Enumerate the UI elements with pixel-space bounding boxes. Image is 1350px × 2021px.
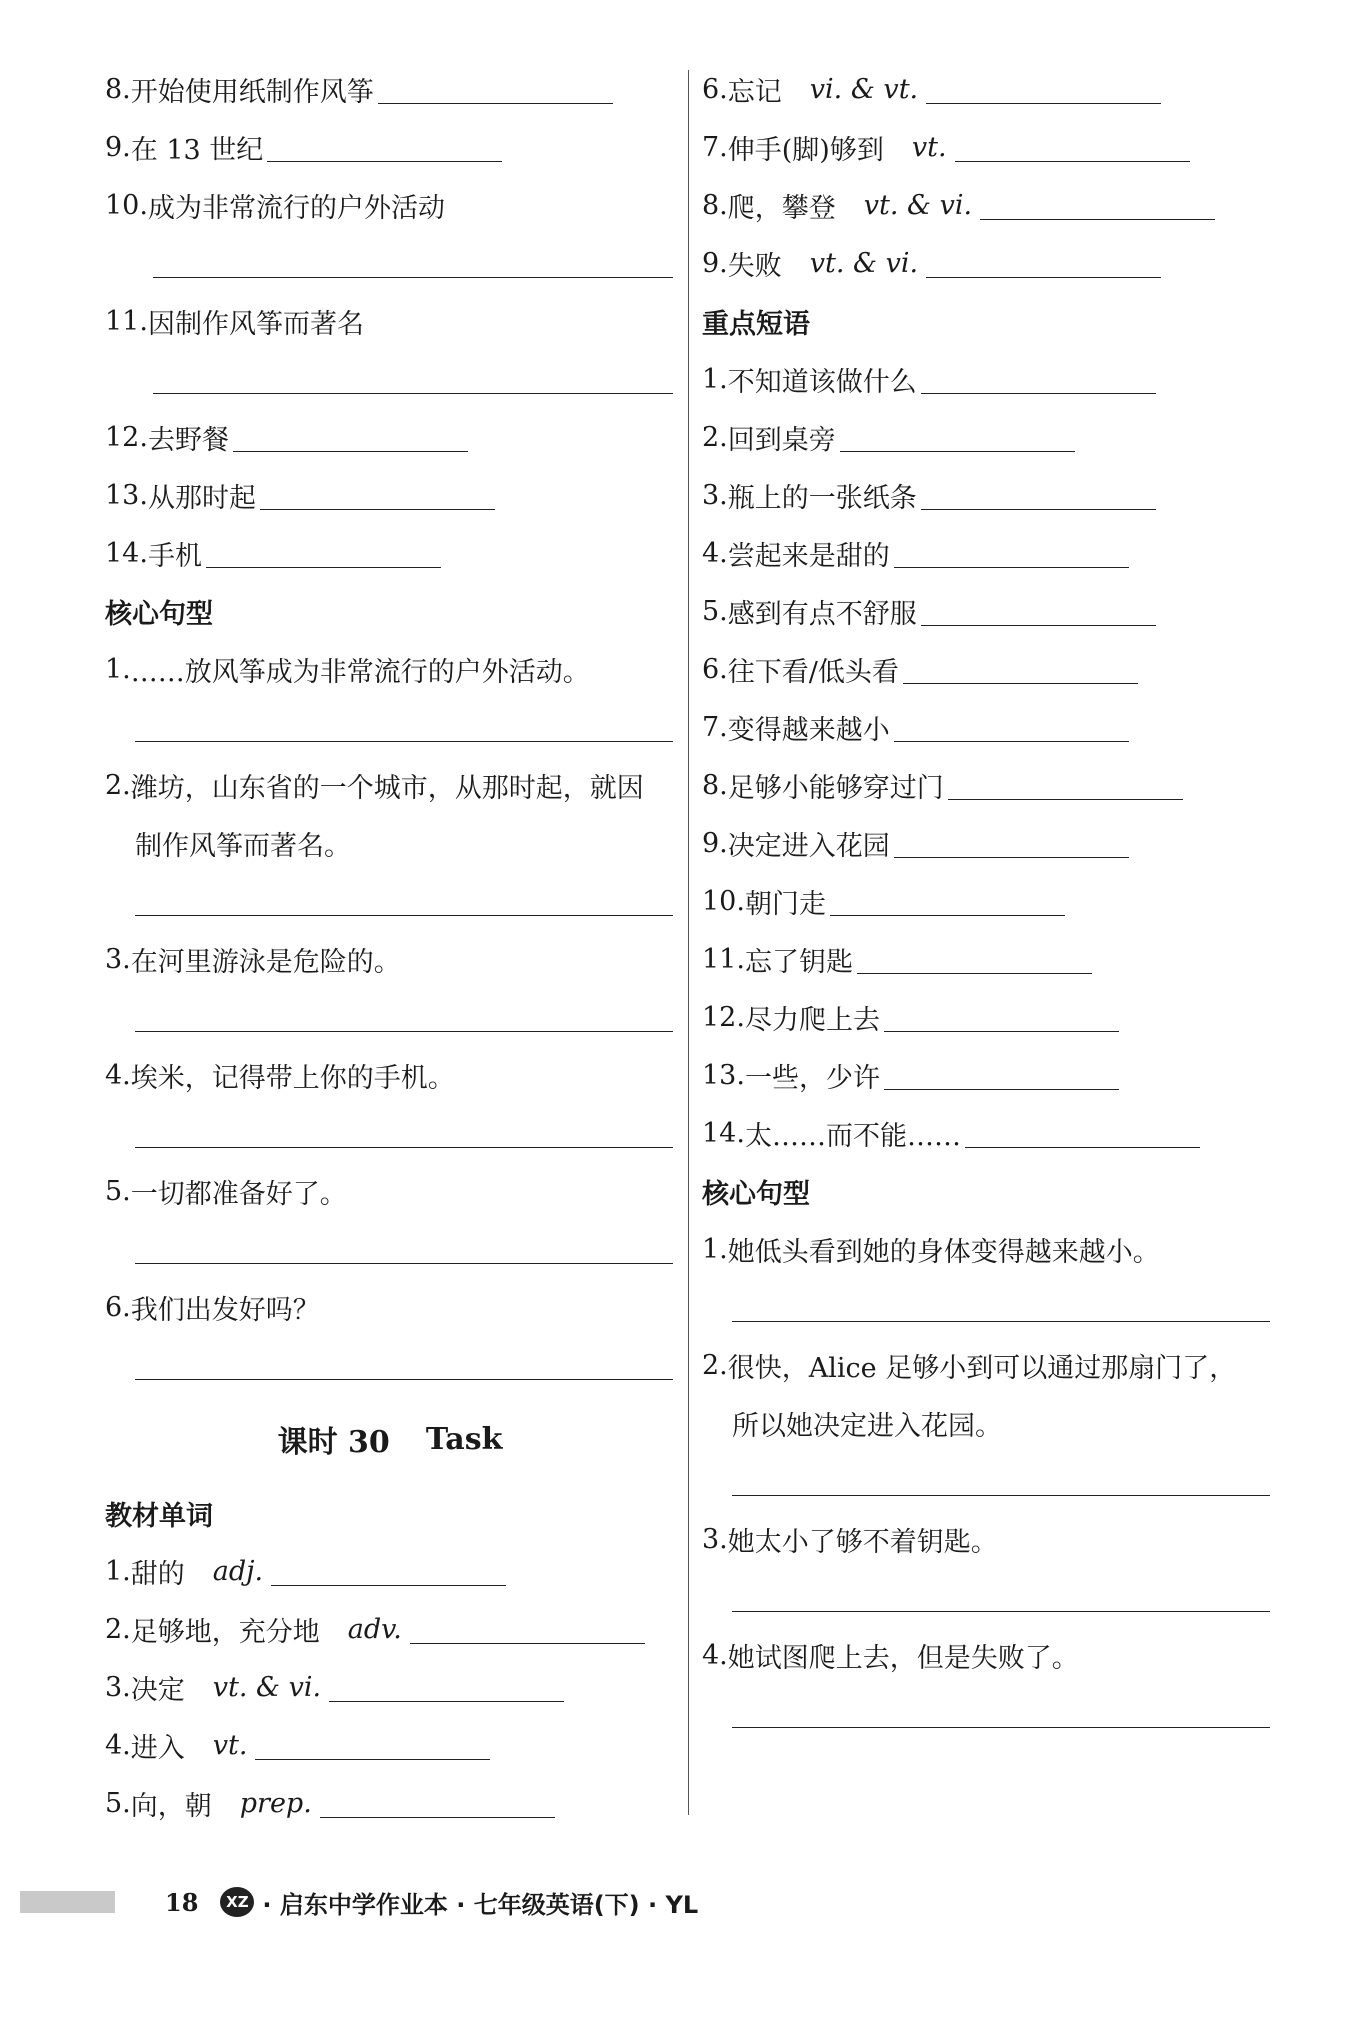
answer-blank[interactable] xyxy=(926,277,1161,278)
answer-line-row xyxy=(105,234,675,292)
answer-blank[interactable] xyxy=(857,973,1092,974)
section-heading-words: 教材单词 xyxy=(105,1500,213,1532)
sentence-item: 2. 潍坊，山东省的一个城市，从那时起，就因 xyxy=(105,769,644,804)
answer-blank[interactable] xyxy=(135,1031,673,1032)
answer-line-row xyxy=(105,350,675,408)
phrase-item: 2. 回到桌旁 xyxy=(702,408,1272,466)
answer-blank[interactable] xyxy=(921,509,1156,510)
section-heading-phrases: 重点短语 xyxy=(702,308,810,340)
answer-blank[interactable] xyxy=(894,857,1129,858)
answer-blank[interactable] xyxy=(903,683,1138,684)
sentence-item: 3. 她太小了够不着钥匙。 xyxy=(702,1523,998,1558)
answer-line-row xyxy=(702,1568,1272,1626)
word-item: 2. 足够地，充分地 adv. xyxy=(105,1600,675,1658)
phrase-item: 8. 足够小能够穿过门 xyxy=(702,756,1272,814)
exercise-item: 13. 从那时起 xyxy=(105,466,675,524)
answer-line-row xyxy=(105,988,675,1046)
sentence-item: 2. 很快，Alice 足够小到可以通过那扇门了， xyxy=(702,1349,1237,1384)
phrase-item: 3. 瓶上的一张纸条 xyxy=(702,466,1272,524)
answer-blank[interactable] xyxy=(320,1817,555,1818)
answer-blank[interactable] xyxy=(410,1643,645,1644)
answer-blank[interactable] xyxy=(267,161,502,162)
publisher-logo-icon: XZ xyxy=(220,1887,254,1917)
phrase-item: 11. 忘了钥匙 xyxy=(702,930,1272,988)
answer-blank[interactable] xyxy=(732,1495,1270,1496)
answer-blank[interactable] xyxy=(329,1701,564,1702)
phrase-item: 12. 尽力爬上去 xyxy=(702,988,1272,1046)
answer-blank[interactable] xyxy=(955,161,1190,162)
answer-blank[interactable] xyxy=(921,393,1156,394)
sentence-item: 5. 一切都准备好了。 xyxy=(105,1175,347,1210)
answer-blank[interactable] xyxy=(153,277,673,278)
answer-blank[interactable] xyxy=(206,567,441,568)
sentence-item: 4. 埃米，记得带上你的手机。 xyxy=(105,1059,455,1094)
answer-blank[interactable] xyxy=(894,567,1129,568)
answer-blank[interactable] xyxy=(271,1585,506,1586)
phrase-item: 10. 朝门走 xyxy=(702,872,1272,930)
phrase-item: 1. 不知道该做什么 xyxy=(702,350,1272,408)
answer-blank[interactable] xyxy=(980,219,1215,220)
column-divider xyxy=(688,70,689,1815)
answer-blank[interactable] xyxy=(233,451,468,452)
lesson-title: 课时 30 Task xyxy=(277,1421,503,1460)
exercise-item: 11. 因制作风筝而著名 xyxy=(105,305,364,340)
word-item: 5. 向，朝 prep. xyxy=(105,1774,675,1832)
sentence-continuation: 所以她决定进入花园。 xyxy=(732,1410,1002,1442)
word-item: 1. 甜的 adj. xyxy=(105,1542,675,1600)
phrase-item: 4. 尝起来是甜的 xyxy=(702,524,1272,582)
answer-blank[interactable] xyxy=(255,1759,490,1760)
sentence-continuation: 制作风筝而著名。 xyxy=(135,830,351,862)
page-footer xyxy=(20,1882,920,1922)
answer-line-row xyxy=(105,1104,675,1162)
answer-blank[interactable] xyxy=(894,741,1129,742)
answer-blank[interactable] xyxy=(732,1321,1270,1322)
answer-line-row xyxy=(105,698,675,756)
answer-blank[interactable] xyxy=(153,393,673,394)
answer-line-row xyxy=(105,1220,675,1278)
answer-blank[interactable] xyxy=(840,451,1075,452)
word-item: 9. 失败 vt. & vi. xyxy=(702,234,1272,292)
exercise-item: 12. 去野餐 xyxy=(105,408,675,466)
answer-line-row xyxy=(702,1278,1272,1336)
answer-blank[interactable] xyxy=(926,103,1161,104)
answer-blank[interactable] xyxy=(135,1147,673,1148)
phrase-item: 9. 决定进入花园 xyxy=(702,814,1272,872)
section-heading-sentences: 核心句型 xyxy=(702,1178,810,1210)
sentence-item: 1. ……放风筝成为非常流行的户外活动。 xyxy=(105,653,590,688)
answer-blank[interactable] xyxy=(921,625,1156,626)
sentence-item: 4. 她试图爬上去，但是失败了。 xyxy=(702,1639,1079,1674)
sentence-item: 6. 我们出发好吗？ xyxy=(105,1291,320,1326)
answer-blank[interactable] xyxy=(965,1147,1200,1148)
word-item: 8. 爬，攀登 vt. & vi. xyxy=(702,176,1272,234)
answer-blank[interactable] xyxy=(135,915,673,916)
phrase-item: 13. 一些，少许 xyxy=(702,1046,1272,1104)
phrase-item: 6. 往下看/低头看 xyxy=(702,640,1272,698)
answer-blank[interactable] xyxy=(135,741,673,742)
answer-blank[interactable] xyxy=(260,509,495,510)
exercise-item: 9. 在 13 世纪 xyxy=(105,118,675,176)
answer-blank[interactable] xyxy=(732,1611,1270,1612)
phrase-item: 7. 变得越来越小 xyxy=(702,698,1272,756)
sentence-item: 1. 她低头看到她的身体变得越来越小。 xyxy=(702,1233,1160,1268)
right-column xyxy=(702,60,1272,1742)
answer-line-row xyxy=(105,872,675,930)
footer-bar xyxy=(20,1891,115,1913)
answer-blank[interactable] xyxy=(378,103,613,104)
answer-blank[interactable] xyxy=(948,799,1183,800)
exercise-item: 8. 开始使用纸制作风筝 xyxy=(105,60,675,118)
answer-line-row xyxy=(702,1452,1272,1510)
left-column xyxy=(105,60,675,1832)
page-number: 18 xyxy=(165,1887,199,1917)
word-item: 3. 决定 vt. & vi. xyxy=(105,1658,675,1716)
answer-blank[interactable] xyxy=(830,915,1065,916)
phrase-item: 5. 感到有点不舒服 xyxy=(702,582,1272,640)
word-item: 7. 伸手(脚)够到 vt. xyxy=(702,118,1272,176)
answer-blank[interactable] xyxy=(884,1031,1119,1032)
word-item: 4. 进入 vt. xyxy=(105,1716,675,1774)
answer-line-row xyxy=(105,1336,675,1394)
answer-blank[interactable] xyxy=(732,1727,1270,1728)
section-heading-sentences: 核心句型 xyxy=(105,598,213,630)
answer-blank[interactable] xyxy=(135,1263,673,1264)
phrase-item: 14. 太……而不能…… xyxy=(702,1104,1272,1162)
answer-blank[interactable] xyxy=(135,1379,673,1380)
exercise-item: 10. 成为非常流行的户外活动 xyxy=(105,189,445,224)
answer-line-row xyxy=(702,1684,1272,1742)
word-item: 6. 忘记 vi. & vt. xyxy=(702,60,1272,118)
sentence-item: 3. 在河里游泳是危险的。 xyxy=(105,943,401,978)
footer-title: · 启东中学作业本 · 七年级英语(下) · YL xyxy=(262,1890,699,1919)
answer-blank[interactable] xyxy=(884,1089,1119,1090)
exercise-item: 14. 手机 xyxy=(105,524,675,582)
